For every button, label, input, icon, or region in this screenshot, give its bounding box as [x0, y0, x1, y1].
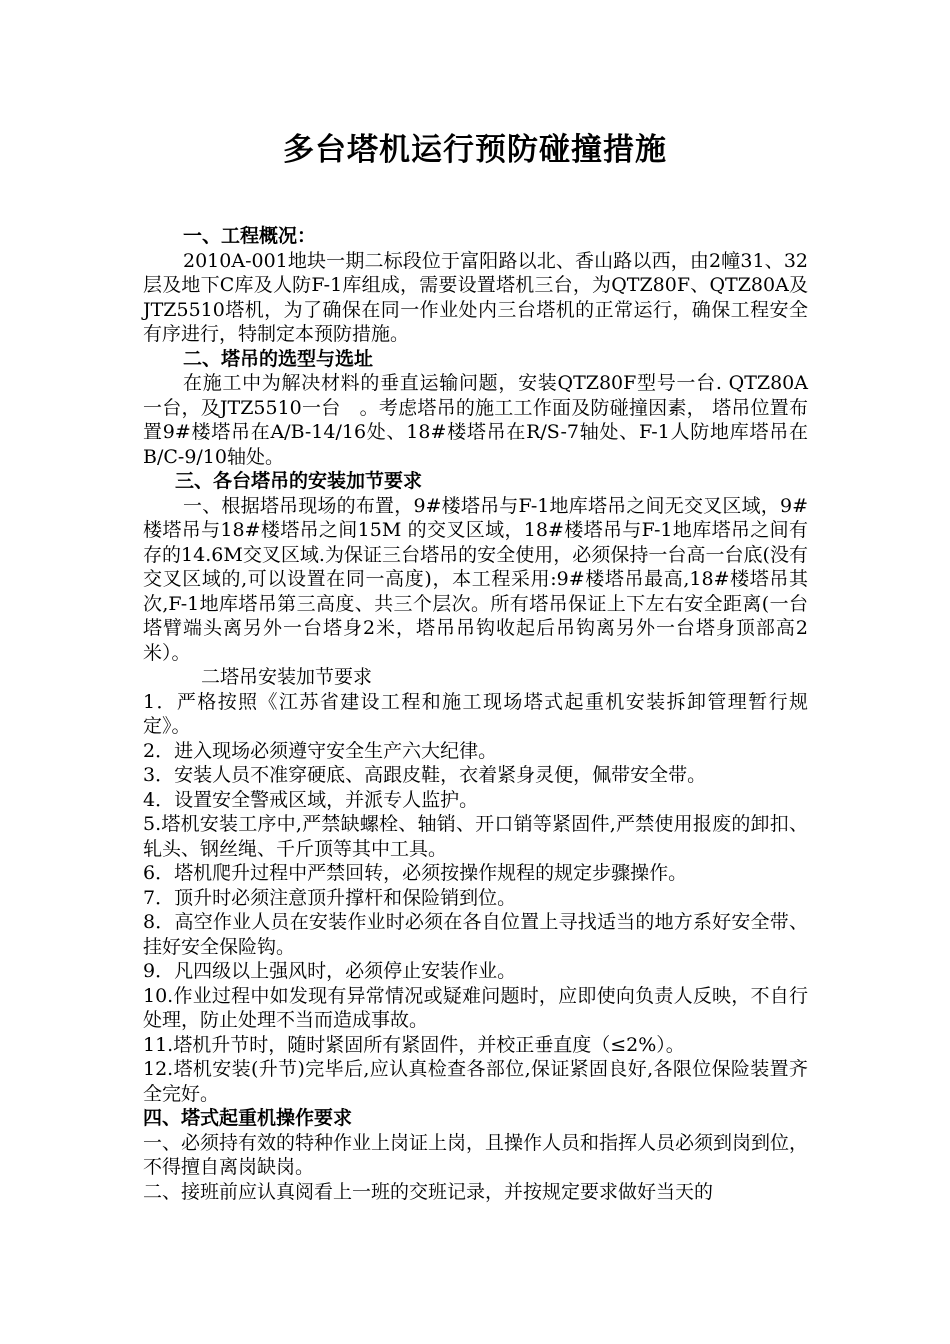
list-item: 6．塔机爬升过程中严禁回转，必须按操作规程的规定步骤操作。 — [143, 862, 688, 884]
section4-heading: 四、塔式起重机操作要求 — [143, 1107, 353, 1129]
document-body — [143, 224, 808, 1204]
section2-body: 在施工中为解决材料的垂直运输问题，安装QTZ80F型号一台. QTZ80A一台，及JTZ5510一台 。考虑塔吊的施工工作面及防碰撞因素， 塔吊位置布置9#楼塔吊在A/B-14/16处、18#楼塔吊在R/S-7轴处、F-1人防地库塔吊在B/C-9/10轴处。 — [143, 372, 808, 468]
list-item: 11.塔机升节时，随时紧固所有紧固件，并校正垂直度（≤2%）。 — [143, 1033, 685, 1056]
list-item: 二、接班前应认真阅看上一班的交班记录，并按规定要求做好当天的 — [143, 1180, 714, 1203]
section3-body: 一、根据塔吊现场的布置，9#楼塔吊与F-1地库塔吊之间无交叉区域，9#楼塔吊与18#楼塔吊之间15M 的交叉区域，18#楼塔吊与F-1地库塔吊之间有存的14.6M交叉区域.为保证三台塔吊的安全使用，必须保持一台高一台底(没有交叉区域的,可以设置在同一高度)，本工程采用:9#楼塔吊最高,18#楼塔吊其次,F-1地库塔吊第三高度、共三个层次。所有塔吊保证上下左右安全距离(一台塔臂端头离另外一台塔身2米，塔吊吊钩收起后吊钩离另外一台塔身顶部高2米）。 — [143, 494, 808, 664]
document-title: 多台塔机运行预防碰撞措施 — [283, 132, 667, 168]
section1-heading: 一、工程概况： — [183, 225, 317, 247]
list-item: 4．设置安全警戒区域，并派专人监护。 — [143, 788, 479, 811]
list-item: 3．安装人员不准穿硬底、高跟皮鞋，衣着紧身灵便，佩带安全带。 — [143, 764, 707, 786]
list-item: 1．严格按照《江苏省建设工程和施工现场塔式起重机安装拆卸管理暂行规定》。 — [143, 690, 808, 737]
section3-subheading: 二塔吊安装加节要求 — [201, 666, 373, 688]
list-item: 10.作业过程中如发现有异常情况或疑难问题时，应即使向负责人反映，不自行处理，防止处理不当而造成事故。 — [143, 984, 808, 1031]
list-item: 2．进入现场必须遵守安全生产六大纪律。 — [143, 739, 498, 762]
list-item: 9．凡四级以上强风时，必须停止安装作业。 — [143, 960, 517, 982]
list-item: 一、必须持有效的特种作业上岗证上岗，且操作人员和指挥人员必须到岗到位，不得擅自离岗缺岗。 — [143, 1131, 809, 1178]
section1-body: 2010A-001地块一期二标段位于富阳路以北、香山路以西，由2幢31、32层及地下C库及人防F-1库组成，需要设置塔机三台，为QTZ80F、QTZ80A及JTZ5510塔机，为了确保在同一作业处内三台塔机的正常运行，确保工程安全有序进行，特制定本预防措施。 — [143, 249, 808, 345]
list-item: 5.塔机安装工序中,严禁缺螺栓、轴销、开口销等紧固件,严禁使用报废的卸扣、轧头、钢丝绳、千斤顶等其中工具。 — [143, 813, 808, 860]
list-item: 7．顶升时必须注意顶升撑杆和保险销到位。 — [143, 886, 517, 909]
section3-heading: 三、各台塔吊的安装加节要求 — [175, 470, 423, 492]
section2-heading: 二、塔吊的选型与选址 — [183, 347, 374, 370]
list-item: 12.塔机安装(升节)完毕后,应认真检查各部位,保证紧固良好,各限位保险装置齐全完好。 — [143, 1058, 808, 1105]
list-item: 8．高空作业人员在安装作业时必须在各自位置上寻找适当的地方系好安全带、挂好安全保险钩。 — [143, 911, 808, 958]
